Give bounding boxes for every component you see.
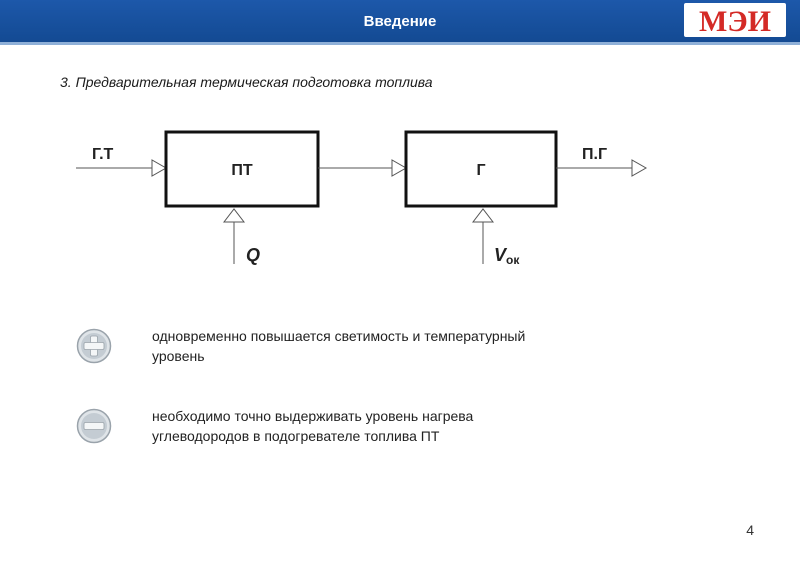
air-input-subscript: ок <box>506 253 520 267</box>
header-divider <box>0 42 800 45</box>
gas-output-label: П.Г <box>582 146 608 163</box>
connector-arrowhead <box>392 160 406 176</box>
section-heading: 3. Предварительная термическая подготовка топлива <box>60 74 433 90</box>
page-title: Введение <box>363 13 437 30</box>
plus-icon <box>76 328 112 364</box>
gas-output-arrowhead <box>632 160 646 176</box>
minus-icon <box>76 408 112 444</box>
air-input-arrowhead <box>473 209 493 222</box>
mei-logo <box>684 3 786 37</box>
heat-input-arrowhead <box>224 209 244 222</box>
heat-input-label: Q <box>246 245 261 265</box>
fuel-input-label: Г.Т <box>92 146 114 163</box>
logo-text: МЭИ <box>699 5 771 37</box>
page-number: 4 <box>746 522 754 538</box>
process-flow-diagram <box>60 118 670 278</box>
list-item <box>76 326 596 370</box>
bullet-text: одновременно повышается светимость и температурный уровень <box>152 328 526 364</box>
fuel-input-arrowhead <box>152 160 166 176</box>
fuel-preheater-label: ПТ <box>231 162 253 179</box>
list-item <box>76 406 596 450</box>
air-input-label: Vок <box>494 245 520 267</box>
bullet-text: необходимо точно выдерживать уровень нагрева углеводородов в подогревателе топлива ПТ <box>152 408 474 444</box>
gasifier-label: Г <box>476 162 486 179</box>
